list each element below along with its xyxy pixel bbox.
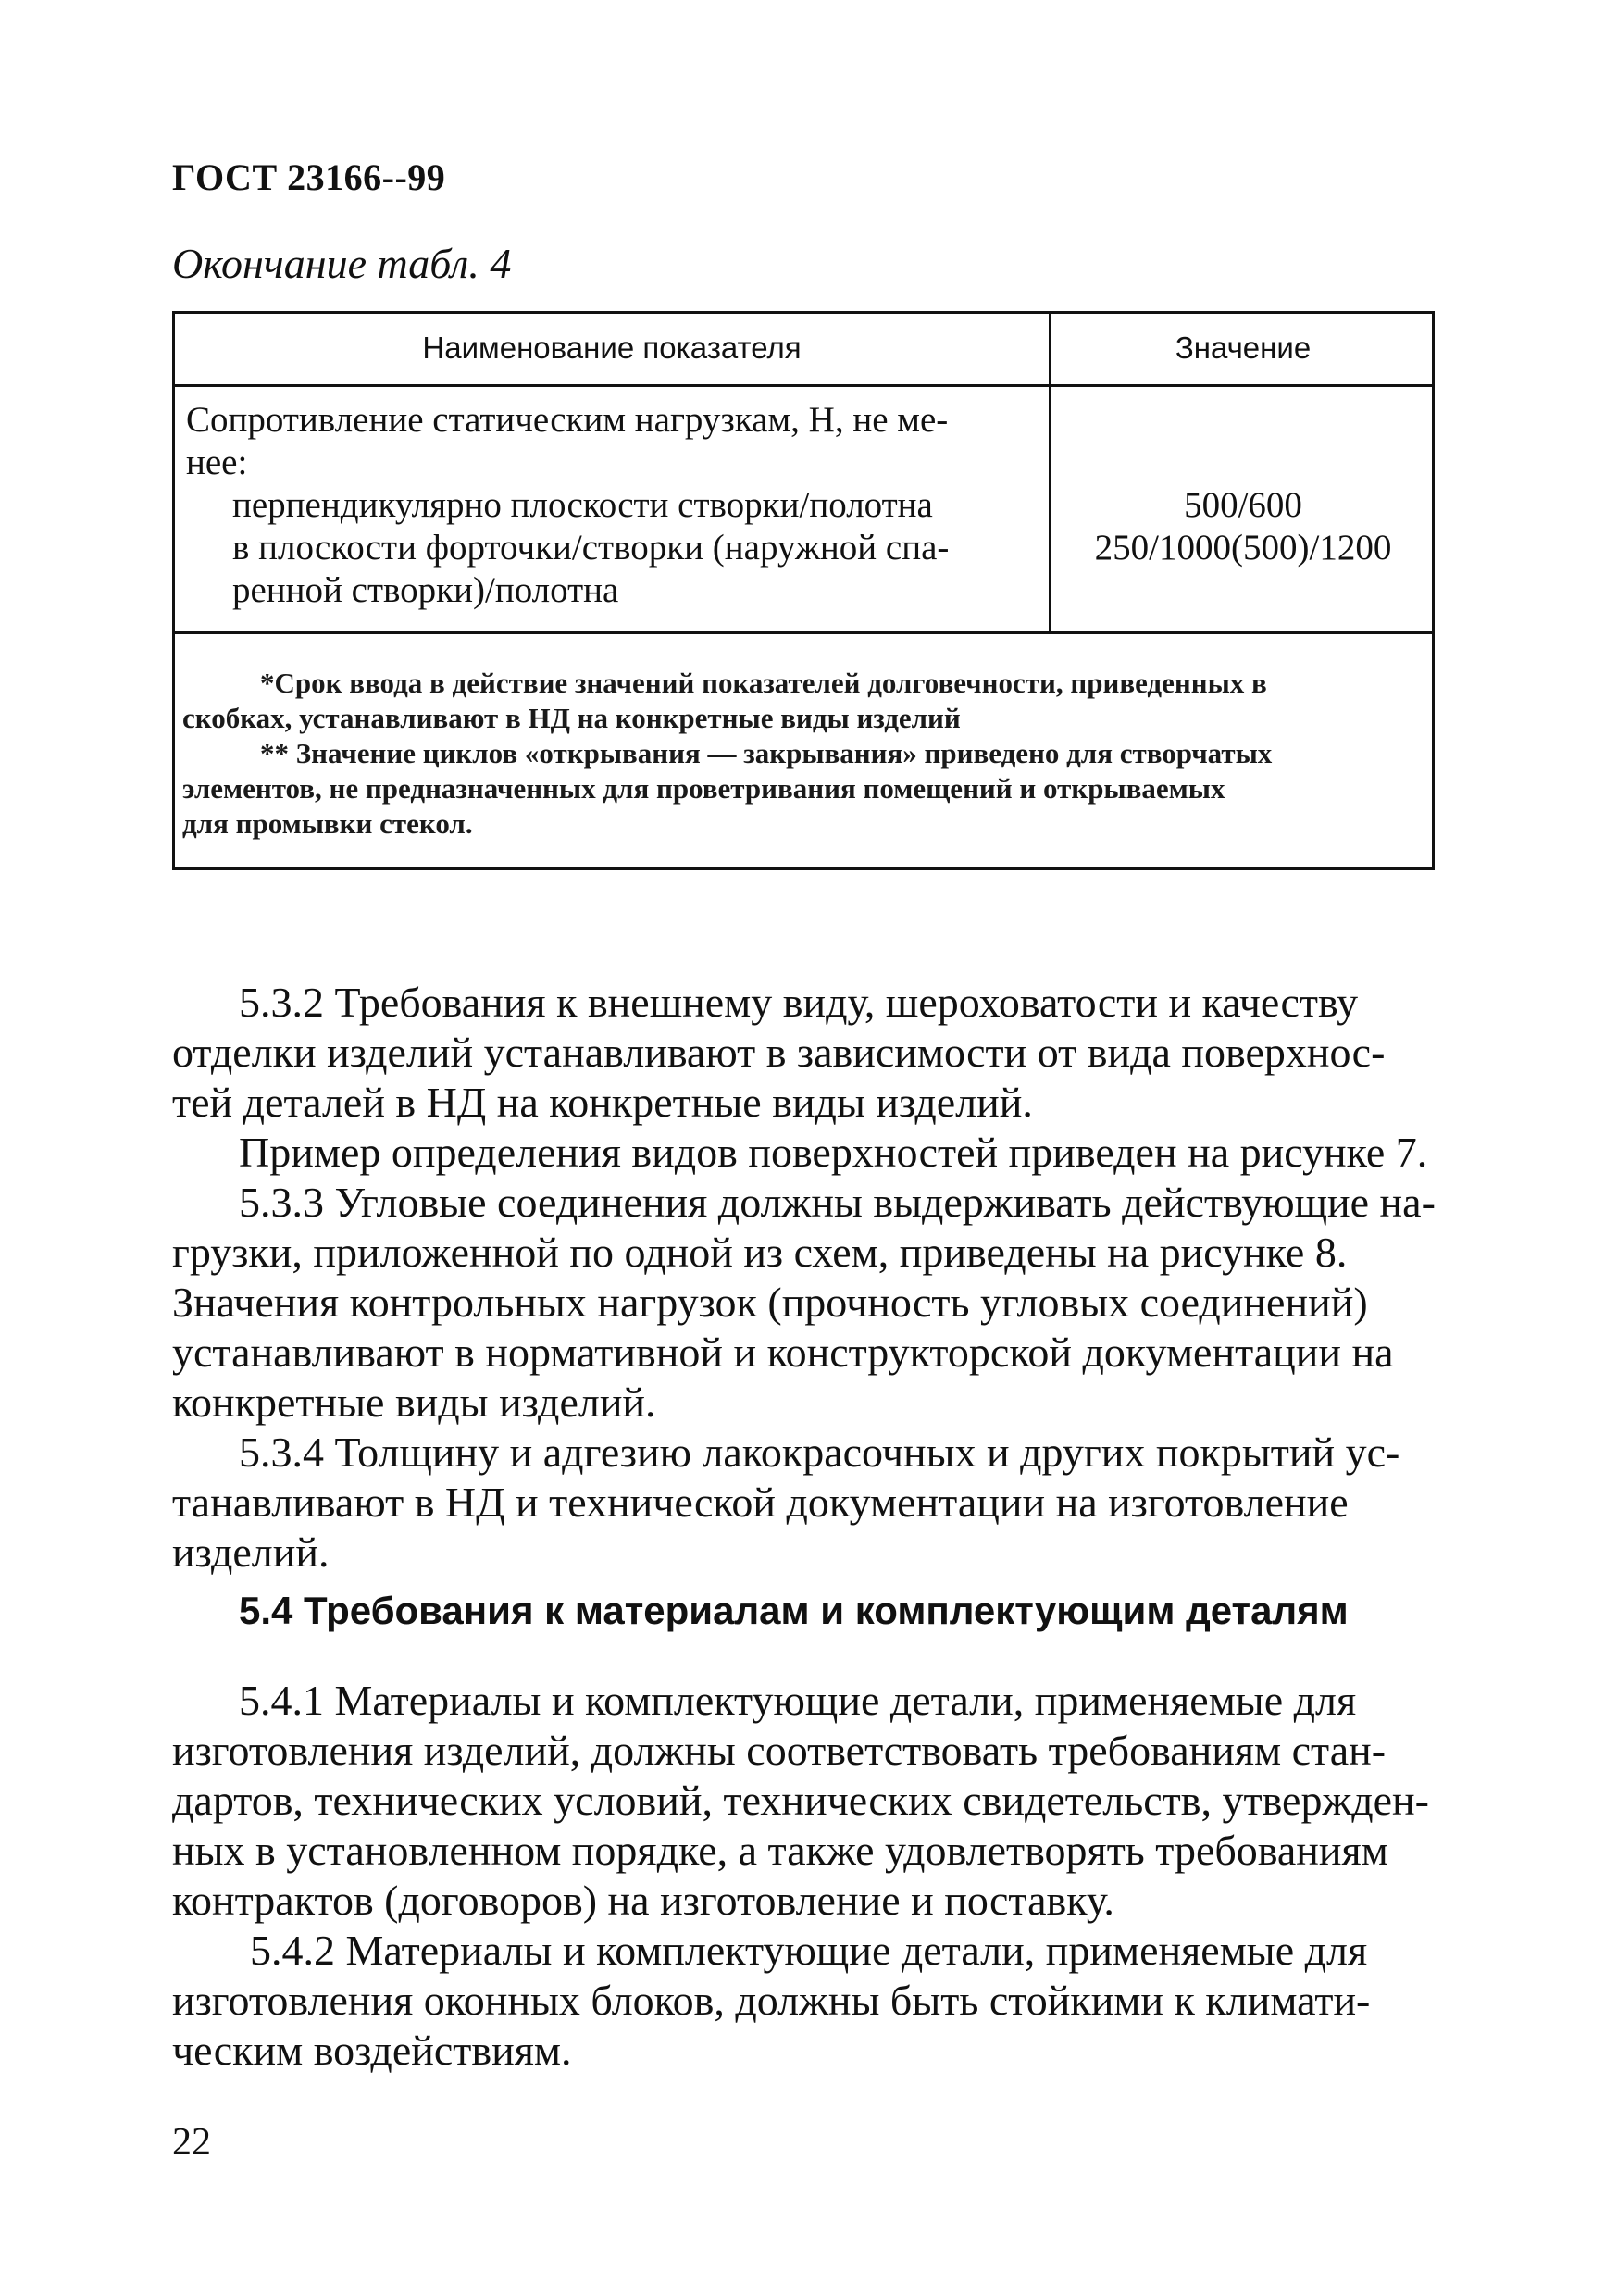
paragraph-line: конкретные виды изделий. <box>172 1379 656 1426</box>
footnote-divider <box>175 631 1432 634</box>
table-row-text: в плоскости форточки/створки (наружной спа- <box>232 528 950 568</box>
paragraph-line: ческим воздействиям. <box>172 2027 572 2074</box>
paragraph-line: 5.3.3 Угловые соединения должны выдерживать действующие на- <box>239 1179 1436 1226</box>
paragraph-line: изготовления изделий, должны соответствовать требованиям стан- <box>172 1727 1387 1774</box>
paragraph-line: танавливают в НД и технической документации на изготовление <box>172 1479 1349 1526</box>
paragraph-line: устанавливают в нормативной и конструкторской документации на <box>172 1329 1394 1376</box>
paragraph-line: 5.4.1 Материалы и комплектующие детали, применяемые для <box>239 1677 1357 1724</box>
table-footnote: *Срок ввода в действие значений показателей долговечности, приведенных в <box>260 667 1267 699</box>
paragraph-line: 5.4.2 Материалы и комплектующие детали, применяемые для <box>250 1927 1368 1974</box>
page-number: 22 <box>172 2121 211 2164</box>
paragraph-line: 5.3.4 Толщину и адгезию лакокрасочных и других покрытий ус- <box>239 1429 1400 1476</box>
table-row-text: перпендикулярно плоскости створки/полотна <box>232 485 933 525</box>
paragraph-line: грузки, приложенной по одной из схем, приведены на рисунке 8. <box>172 1229 1348 1276</box>
paragraph-line: ных в установленном порядке, а также удовлетворять требованиям <box>172 1827 1388 1874</box>
indicator-table <box>172 311 1435 870</box>
table-footnote: для промывки стекол. <box>182 807 473 840</box>
table-footnote: скобках, устанавливают в НД на конкретные виды изделий <box>182 702 961 734</box>
paragraph-line: тей деталей в НД на конкретные виды изделий. <box>172 1079 1033 1126</box>
table-header-row <box>175 314 1432 387</box>
paragraph-line: отделки изделий устанавливают в зависимости от вида поверхнос- <box>172 1029 1386 1076</box>
section-heading: 5.4 Требования к материалам и комплектующим деталям <box>239 1589 1349 1632</box>
paragraph-line: контрактов (договоров) на изготовление и поставку. <box>172 1877 1114 1924</box>
header-indicator-name: Наименование показателя <box>422 331 802 365</box>
header-value: Значение <box>1175 331 1312 365</box>
table-caption: Окончание табл. 4 <box>172 240 512 287</box>
paragraph-line: дартов, технических условий, технических свидетельств, утвержден- <box>172 1777 1429 1824</box>
table-footnote: ** Значение циклов «открывания — закрывания» приведено для створчатых <box>260 737 1273 769</box>
paragraph-line: Значения контрольных нагрузок (прочность угловых соединений) <box>172 1279 1368 1326</box>
table-row-text: ренной створки)/полотна <box>232 570 619 610</box>
paragraph-line: 5.3.2 Требования к внешнему виду, шероховатости и качеству <box>239 979 1359 1026</box>
table-footnote: элементов, не предназначенных для проветривания помещений и открываемых <box>182 772 1225 805</box>
paragraph-line: изготовления оконных блоков, должны быть стойкими к климати- <box>172 1977 1371 2024</box>
paragraph-line: Пример определения видов поверхностей приведен на рисунке 7. <box>239 1129 1428 1176</box>
document-code: ГОСТ 23166--99 <box>172 156 446 198</box>
column-divider <box>1049 314 1051 634</box>
table-row-text: нее: <box>186 443 248 482</box>
paragraph-line: изделий. <box>172 1529 330 1576</box>
table-value: 500/600 <box>1184 485 1302 525</box>
table-value: 250/1000(500)/1200 <box>1094 528 1392 568</box>
table-row-text: Сопротивление статическим нагрузкам, Н, не ме- <box>186 400 949 440</box>
